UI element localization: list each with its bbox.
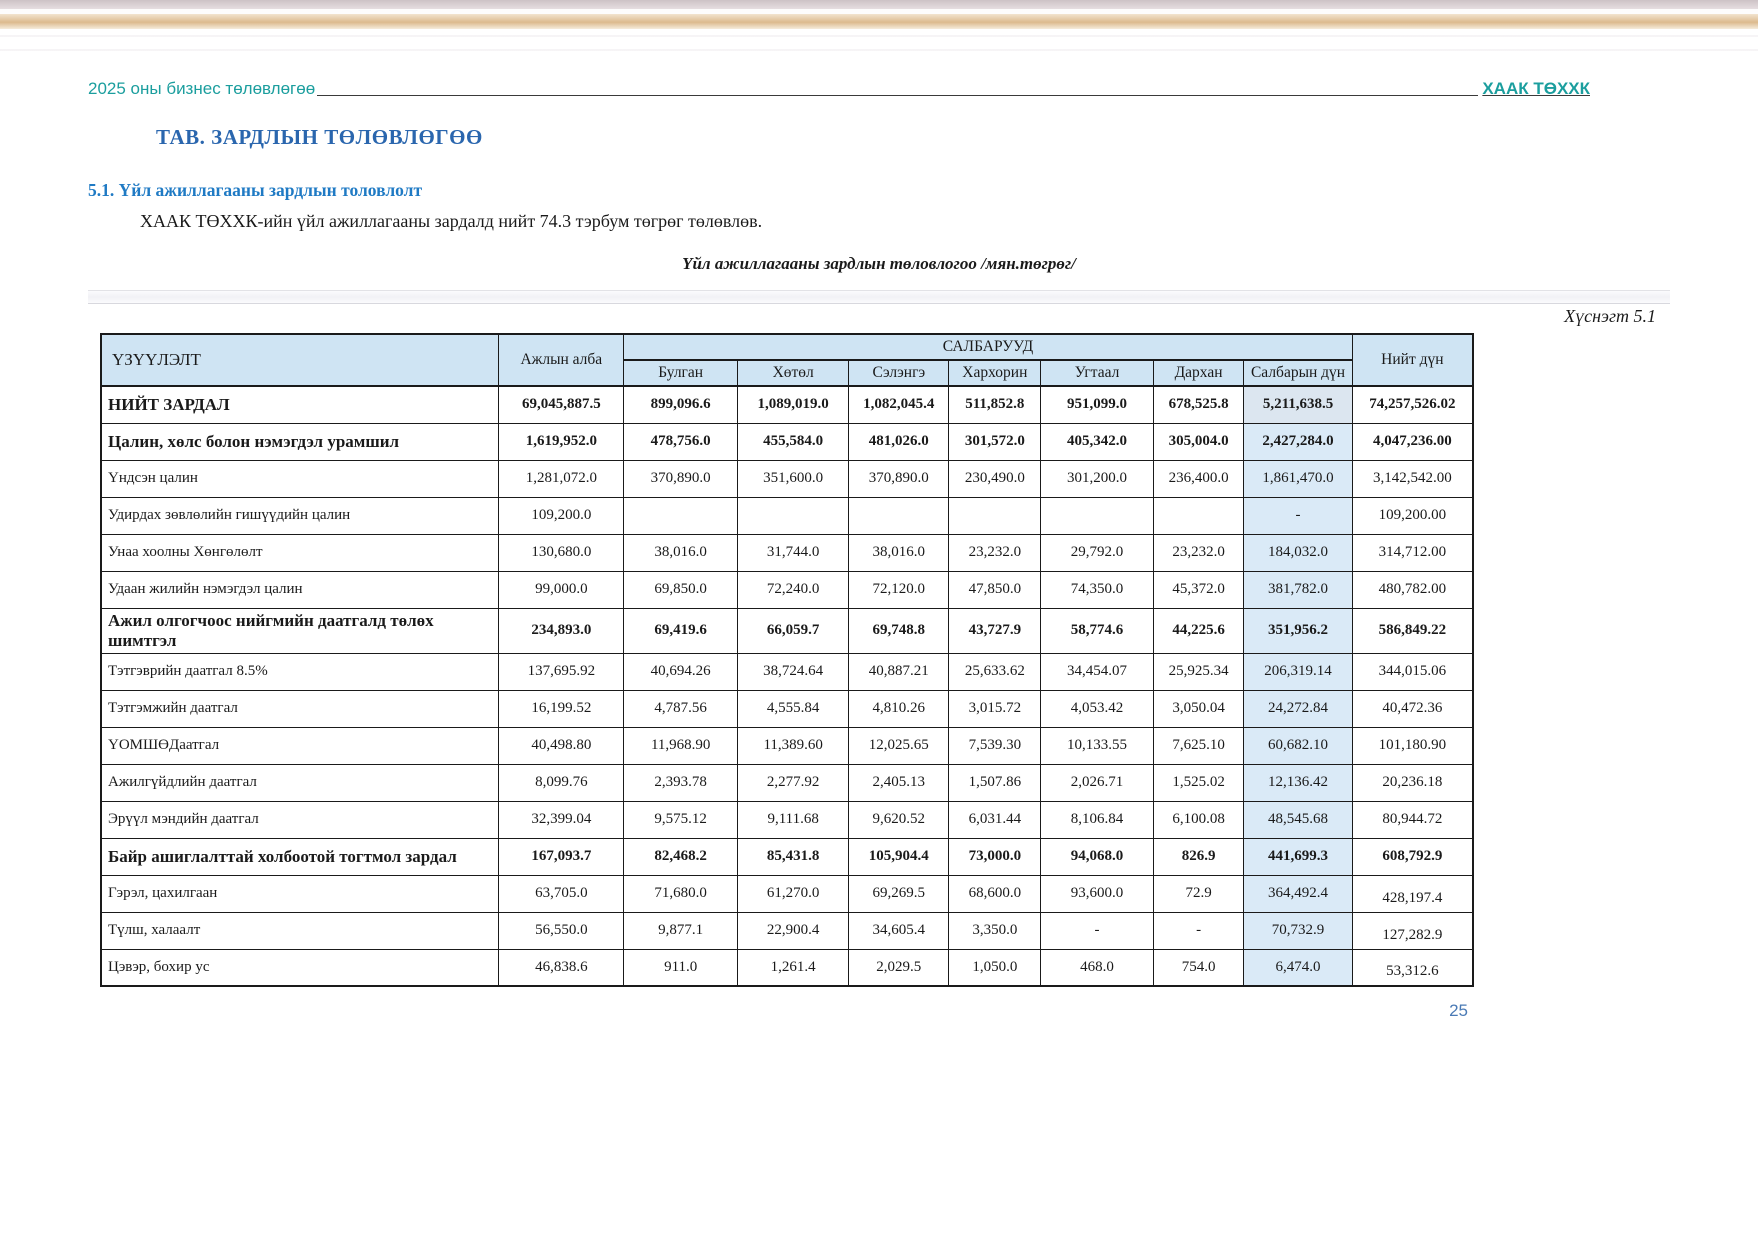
value-cell: 351,956.2 [1244,608,1352,653]
value-cell: 66,059.7 [738,608,849,653]
value-cell: 6,031.44 [949,801,1041,838]
value-cell: 2,393.78 [624,764,738,801]
scan-artifact-lines [88,290,1670,304]
table-row [101,497,1473,534]
running-header-left: 2025 оны бизнес төлөвлөгөө [88,79,316,98]
row-label: Түлш, халаалт [101,912,499,949]
value-cell: 2,405.13 [849,764,949,801]
value-cell: 58,774.6 [1041,608,1154,653]
value-cell: 12,025.65 [849,727,949,764]
table-row [101,534,1473,571]
table-row [101,764,1473,801]
value-cell: 230,490.0 [949,460,1041,497]
value-cell: 24,272.84 [1244,690,1352,727]
table-row [101,608,1473,653]
value-cell: 72.9 [1153,875,1244,912]
value-cell: 364,492.4 [1244,875,1352,912]
value-cell: 586,849.22 [1352,608,1473,653]
row-label: Ажил олгогчоос нийгмийн даатгалд төлөх шимтгэл [101,608,499,653]
value-cell: 9,877.1 [624,912,738,949]
value-cell: 301,200.0 [1041,460,1154,497]
value-cell: 99,000.0 [499,571,624,608]
value-cell: 3,350.0 [949,912,1041,949]
value-cell: 899,096.6 [624,386,738,423]
value-cell: 370,890.0 [849,460,949,497]
value-cell: 305,004.0 [1153,423,1244,460]
value-cell: 2,427,284.0 [1244,423,1352,460]
value-cell [849,497,949,534]
expense-table-body [101,386,1473,986]
row-label: Тэтгэврийн даатгал 8.5% [101,653,499,690]
top-decor-band-tan [0,14,1758,29]
value-cell: - [1041,912,1154,949]
value-cell: 22,900.4 [738,912,849,949]
value-cell [624,497,738,534]
row-label: НИЙТ ЗАРДАЛ [101,386,499,423]
row-label: Цэвэр, бохир ус [101,949,499,986]
value-cell: 468.0 [1041,949,1154,986]
value-cell: 105,904.4 [849,838,949,875]
value-cell: 1,525.02 [1153,764,1244,801]
value-cell: 4,787.56 [624,690,738,727]
value-cell: 678,525.8 [1153,386,1244,423]
col-header-branch: Угтаал [1041,360,1154,386]
value-cell [1041,497,1154,534]
value-cell: 85,431.8 [738,838,849,875]
value-cell: 1,507.86 [949,764,1041,801]
value-cell: 40,472.36 [1352,690,1473,727]
value-cell: 3,050.04 [1153,690,1244,727]
value-cell: 7,539.30 [949,727,1041,764]
row-label: Гэрэл, цахилгаан [101,875,499,912]
value-cell: 4,053.42 [1041,690,1154,727]
value-cell: 951,099.0 [1041,386,1154,423]
value-cell: 63,705.0 [499,875,624,912]
value-cell: 2,026.71 [1041,764,1154,801]
row-label: Байр ашиглалттай холбоотой тогтмол зардал [101,838,499,875]
chapter-title: ТАВ. ЗАРДЛЫН ТӨЛӨВЛӨГӨӨ [156,125,483,149]
value-cell: 60,682.10 [1244,727,1352,764]
value-cell: 10,133.55 [1041,727,1154,764]
value-cell: 826.9 [1153,838,1244,875]
value-cell: 72,120.0 [849,571,949,608]
value-cell: 47,850.0 [949,571,1041,608]
value-cell: 441,699.3 [1244,838,1352,875]
value-cell: 6,100.08 [1153,801,1244,838]
col-header-grand-total: Нийт дүн [1352,334,1473,386]
value-cell: 80,944.72 [1352,801,1473,838]
value-cell: 25,925.34 [1153,653,1244,690]
value-cell: 6,474.0 [1244,949,1352,986]
value-cell: 481,026.0 [849,423,949,460]
row-label: ҮОМШӨДаатгал [101,727,499,764]
col-header-branches-group: САЛБАРУУД [624,334,1352,360]
value-cell: 236,400.0 [1153,460,1244,497]
value-cell: 69,419.6 [624,608,738,653]
value-cell: 2,029.5 [849,949,949,986]
value-cell: 32,399.04 [499,801,624,838]
value-cell: 11,968.90 [624,727,738,764]
value-cell: 61,270.0 [738,875,849,912]
running-header [88,79,1670,99]
value-cell: 45,372.0 [1153,571,1244,608]
value-cell: 74,350.0 [1041,571,1154,608]
table-row [101,460,1473,497]
table-row [101,838,1473,875]
value-cell: 4,555.84 [738,690,849,727]
row-label: Эрүүл мэндийн даатгал [101,801,499,838]
row-label: Унаа хоолны Хөнгөлөлт [101,534,499,571]
col-header-branch: Хархорин [949,360,1041,386]
value-cell: 40,887.21 [849,653,949,690]
value-cell: 370,890.0 [624,460,738,497]
table-row [101,801,1473,838]
value-cell: 69,045,887.5 [499,386,624,423]
intro-paragraph: ХААК ТӨХХК-ийн үйл ажиллагааны зардалд нийт 74.3 тэрбум төгрөг төлөвлөв. [140,211,763,231]
table-row [101,653,1473,690]
value-cell: 44,225.6 [1153,608,1244,653]
value-cell: 74,257,526.02 [1352,386,1473,423]
value-cell: 1,861,470.0 [1244,460,1352,497]
value-cell: 16,199.52 [499,690,624,727]
table-row [101,727,1473,764]
value-cell: 20,236.18 [1352,764,1473,801]
value-cell: 23,232.0 [1153,534,1244,571]
running-header-rule [317,95,1478,96]
running-header-right: ХААК ТӨХХК [1482,79,1590,98]
value-cell: 344,015.06 [1352,653,1473,690]
value-cell: 127,282.9 [1352,912,1473,949]
table-row [101,571,1473,608]
value-cell: 71,680.0 [624,875,738,912]
value-cell: 480,782.00 [1352,571,1473,608]
col-header-branch: Булган [624,360,738,386]
value-cell: 23,232.0 [949,534,1041,571]
value-cell: 608,792.9 [1352,838,1473,875]
value-cell: 48,545.68 [1244,801,1352,838]
value-cell: 94,068.0 [1041,838,1154,875]
value-cell: 31,744.0 [738,534,849,571]
top-decor-band-faint [0,29,1758,51]
table-row [101,875,1473,912]
table-caption: Үйл ажиллагааны зардлын төловлогоо /мян.төгрөг/ [682,254,1076,273]
value-cell: 8,106.84 [1041,801,1154,838]
value-cell: 130,680.0 [499,534,624,571]
value-cell: 2,277.92 [738,764,849,801]
value-cell: 1,082,045.4 [849,386,949,423]
value-cell: 301,572.0 [949,423,1041,460]
col-header-branch: Дархан [1153,360,1244,386]
value-cell: 351,600.0 [738,460,849,497]
value-cell: 34,605.4 [849,912,949,949]
table-number-label: Хүснэгт 5.1 [1564,306,1656,326]
value-cell: - [1244,497,1352,534]
value-cell [1153,497,1244,534]
expense-table [100,333,1474,987]
value-cell: 754.0 [1153,949,1244,986]
header-row-group [101,334,1473,360]
value-cell: 9,111.68 [738,801,849,838]
table-row [101,690,1473,727]
col-header-branch: Хөтөл [738,360,849,386]
value-cell: 69,269.5 [849,875,949,912]
value-cell: 43,727.9 [949,608,1041,653]
row-label: Удирдах зөвлөлийн гишүүдийн цалин [101,497,499,534]
col-header-branch: Салбарын дүн [1244,360,1352,386]
value-cell: 3,015.72 [949,690,1041,727]
value-cell: 381,782.0 [1244,571,1352,608]
page-number: 25 [1449,1001,1468,1020]
value-cell: 5,211,638.5 [1244,386,1352,423]
value-cell: 184,032.0 [1244,534,1352,571]
value-cell: 11,389.60 [738,727,849,764]
value-cell: 109,200.00 [1352,497,1473,534]
value-cell: 25,633.62 [949,653,1041,690]
value-cell: 93,600.0 [1041,875,1154,912]
value-cell: 69,748.8 [849,608,949,653]
subsection-title: 5.1. Үйл ажиллагааны зардлын толовлолт [88,180,423,200]
value-cell: 56,550.0 [499,912,624,949]
value-cell: 101,180.90 [1352,727,1473,764]
value-cell: 511,852.8 [949,386,1041,423]
value-cell: 38,724.64 [738,653,849,690]
value-cell: 9,620.52 [849,801,949,838]
row-label: Үндсэн цалин [101,460,499,497]
value-cell: 40,694.26 [624,653,738,690]
value-cell: 455,584.0 [738,423,849,460]
value-cell: 428,197.4 [1352,875,1473,912]
value-cell [738,497,849,534]
value-cell: 911.0 [624,949,738,986]
value-cell: 3,142,542.00 [1352,460,1473,497]
value-cell: 405,342.0 [1041,423,1154,460]
value-cell: 234,893.0 [499,608,624,653]
col-header-indicator: ҮЗҮҮЛЭЛТ [101,334,499,386]
value-cell: 1,089,019.0 [738,386,849,423]
value-cell: 46,838.6 [499,949,624,986]
row-label: Удаан жилийн нэмэгдэл цалин [101,571,499,608]
value-cell: 478,756.0 [624,423,738,460]
value-cell: 38,016.0 [624,534,738,571]
document-page [0,79,1758,987]
value-cell [949,497,1041,534]
value-cell: 1,619,952.0 [499,423,624,460]
value-cell: 1,261.4 [738,949,849,986]
value-cell: 40,498.80 [499,727,624,764]
row-label: Ажилгүйдлийн даатгал [101,764,499,801]
value-cell: 167,093.7 [499,838,624,875]
table-row [101,423,1473,460]
value-cell: 70,732.9 [1244,912,1352,949]
expense-table-head [101,334,1473,386]
value-cell: 9,575.12 [624,801,738,838]
table-row [101,386,1473,423]
value-cell: 72,240.0 [738,571,849,608]
value-cell: 8,099.76 [499,764,624,801]
value-cell: 69,850.0 [624,571,738,608]
value-cell: 137,695.92 [499,653,624,690]
col-header-office: Ажлын алба [499,334,624,386]
value-cell: 29,792.0 [1041,534,1154,571]
value-cell: 109,200.0 [499,497,624,534]
value-cell: 4,810.26 [849,690,949,727]
value-cell: 12,136.42 [1244,764,1352,801]
value-cell: 53,312.6 [1352,949,1473,986]
table-row [101,949,1473,986]
value-cell: - [1153,912,1244,949]
row-label: Тэтгэмжийн даатгал [101,690,499,727]
value-cell: 7,625.10 [1153,727,1244,764]
value-cell: 38,016.0 [849,534,949,571]
value-cell: 1,050.0 [949,949,1041,986]
value-cell: 4,047,236.00 [1352,423,1473,460]
value-cell: 314,712.00 [1352,534,1473,571]
table-row [101,912,1473,949]
value-cell: 34,454.07 [1041,653,1154,690]
col-header-branch: Сэлэнгэ [849,360,949,386]
row-label: Цалин, хөлс болон нэмэгдэл урамшил [101,423,499,460]
value-cell: 1,281,072.0 [499,460,624,497]
value-cell: 73,000.0 [949,838,1041,875]
value-cell: 68,600.0 [949,875,1041,912]
top-decor-band-gray [0,0,1758,9]
value-cell: 206,319.14 [1244,653,1352,690]
value-cell: 82,468.2 [624,838,738,875]
